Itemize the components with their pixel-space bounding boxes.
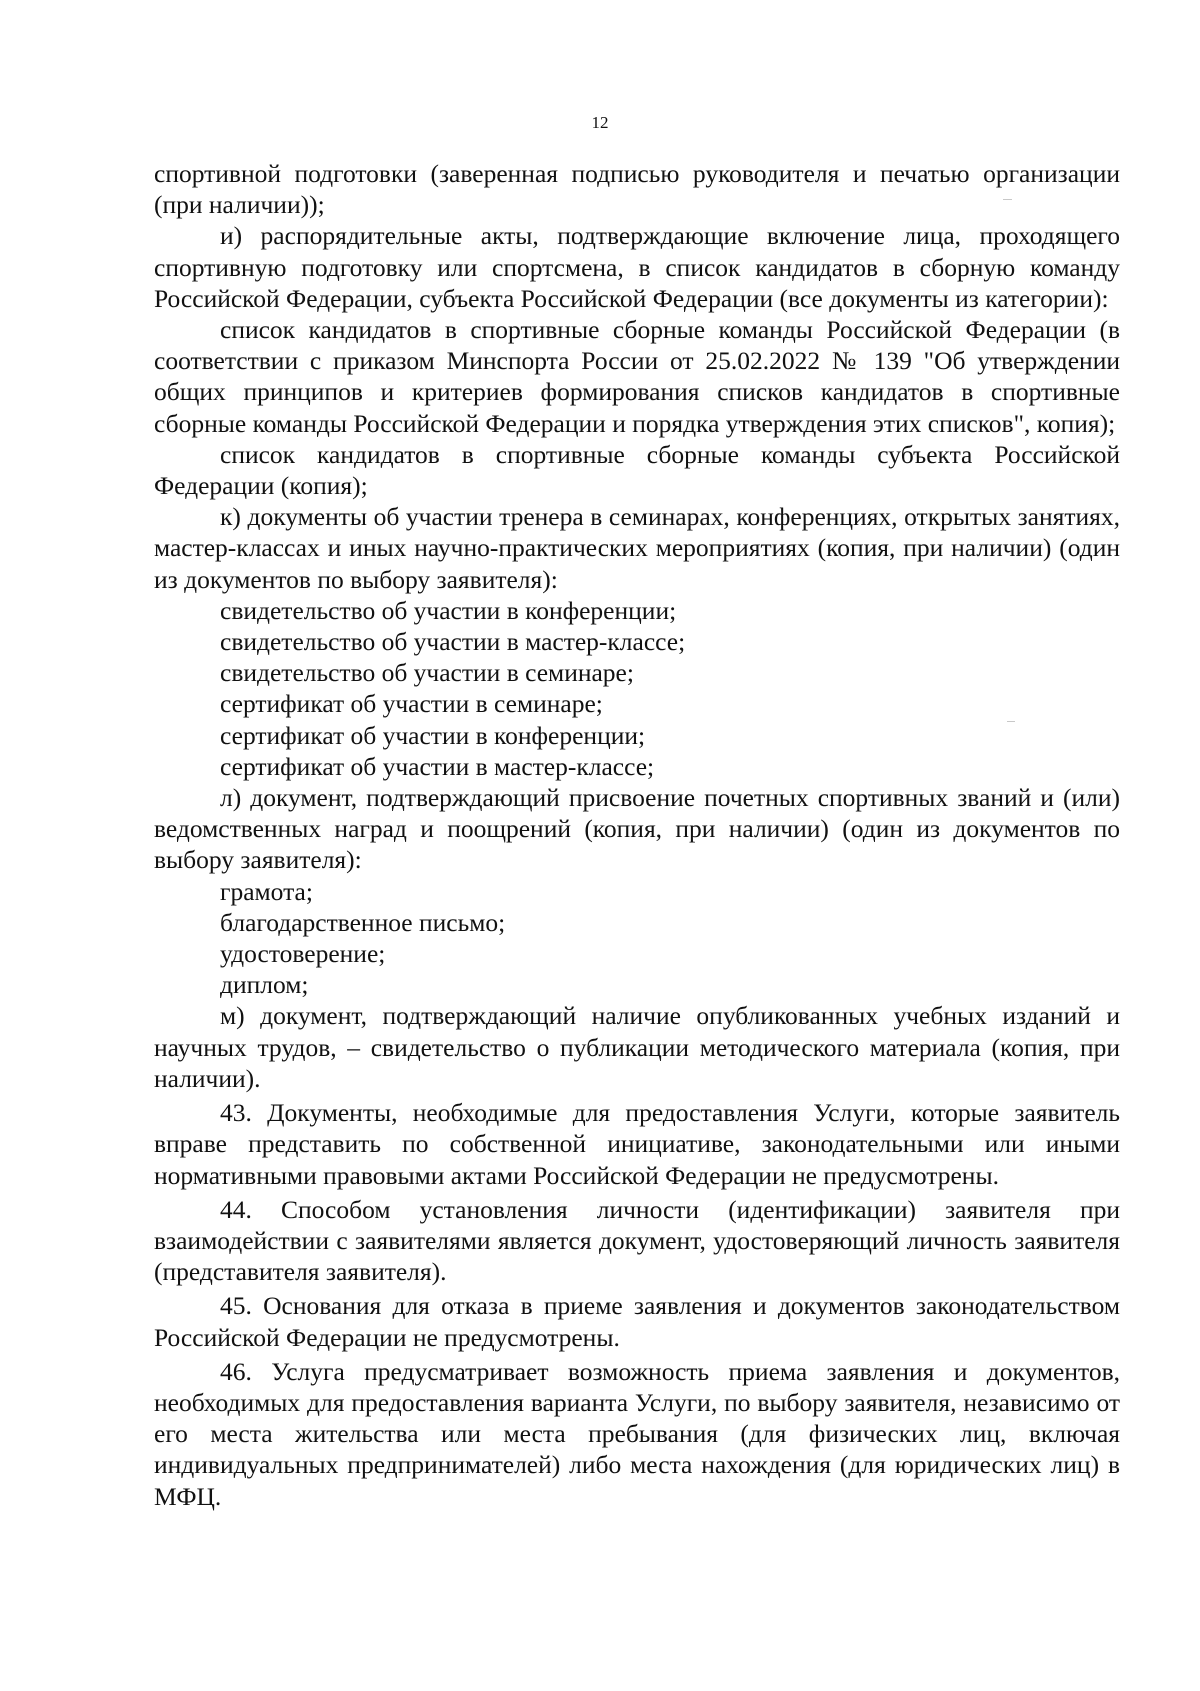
paragraph-item-i: и) распорядительные акты, подтверждающие включение лица, проходящего спортивную подготовку или спортсмена, в список кандидатов в сборную команду Российской Федерации, субъекта Российской Федерации (все документы из категории): (154, 221, 1120, 313)
paragraph-candidates-subject: список кандидатов в спортивные сборные команды субъекта Российской Федерации (копия); (154, 439, 1120, 501)
paragraph-item-k: к) документы об участии тренера в семинарах, конференциях, открытых занятиях, мастер-классах и иных научно-практических мероприятиях (копия, при наличии) (один из документов по выбору заявителя): (154, 502, 1120, 594)
list-item: свидетельство об участии в мастер-классе; (220, 627, 686, 657)
list-item: диплом; (220, 970, 309, 1000)
paragraph-candidates-rf: список кандидатов в спортивные сборные команды Российской Федерации (в соответствии с приказом Минспорта России от 25.02.2022 № 139 "Об утверждении общих принципов и критериев формирования списков кандидатов в спортивные сборные команды Российской Федерации и порядка утверждения этих списков", копия); (154, 315, 1120, 438)
page-number: 12 (591, 113, 609, 132)
paragraph-item-m: м) документ, подтверждающий наличие опубликованных учебных изданий и научных трудов, – свидетельство о публикации методического материала (копия, при наличии). (154, 1001, 1120, 1093)
list-item: благодарственное письмо; (220, 907, 506, 937)
list-item: удостоверение; (220, 939, 386, 969)
list-item: свидетельство об участии в конференции; (220, 595, 677, 625)
clause-45: 45. Основания для отказа в приеме заявления и документов законодательством Российской Федерации не предусмотрены. (154, 1291, 1120, 1352)
document-body (154, 158, 1120, 1512)
clause-46: 46. Услуга предусматривает возможность приема заявления и документов, необходимых для предоставления варианта Услуги, по выбору заявителя, независимо от его места жительства или места пребывания (для физических лиц, включая индивидуальных предпринимателей) либо места нахождения (для юридических лиц) в МФЦ. (154, 1356, 1120, 1511)
clause-44: 44. Способом установления личности (идентификации) заявителя при взаимодействии с заявителями является документ, удостоверяющий личность заявителя (представителя заявителя). (154, 1194, 1120, 1287)
list-item: грамота; (220, 876, 313, 906)
list-item: сертификат об участии в мастер-классе; (220, 751, 655, 781)
paragraph-continuation: спортивной подготовки (заверенная подписью руководителя и печатью организации (при наличии)); (154, 159, 1120, 220)
paragraph-item-l: л) документ, подтверждающий присвоение почетных спортивных званий и (или) ведомственных наград и поощрений (копия, при наличии) (один из документов по выбору заявителя): (154, 783, 1120, 875)
clause-43: 43. Документы, необходимые для предоставления Услуги, которые заявитель вправе представить по собственной инициативе, законодательными или иными нормативными правовыми актами Российской Федерации не предусмотрены. (154, 1098, 1120, 1190)
list-item: сертификат об участии в конференции; (220, 720, 646, 750)
list-item: свидетельство об участии в семинаре; (220, 658, 634, 688)
list-item: сертификат об участии в семинаре; (220, 689, 603, 719)
